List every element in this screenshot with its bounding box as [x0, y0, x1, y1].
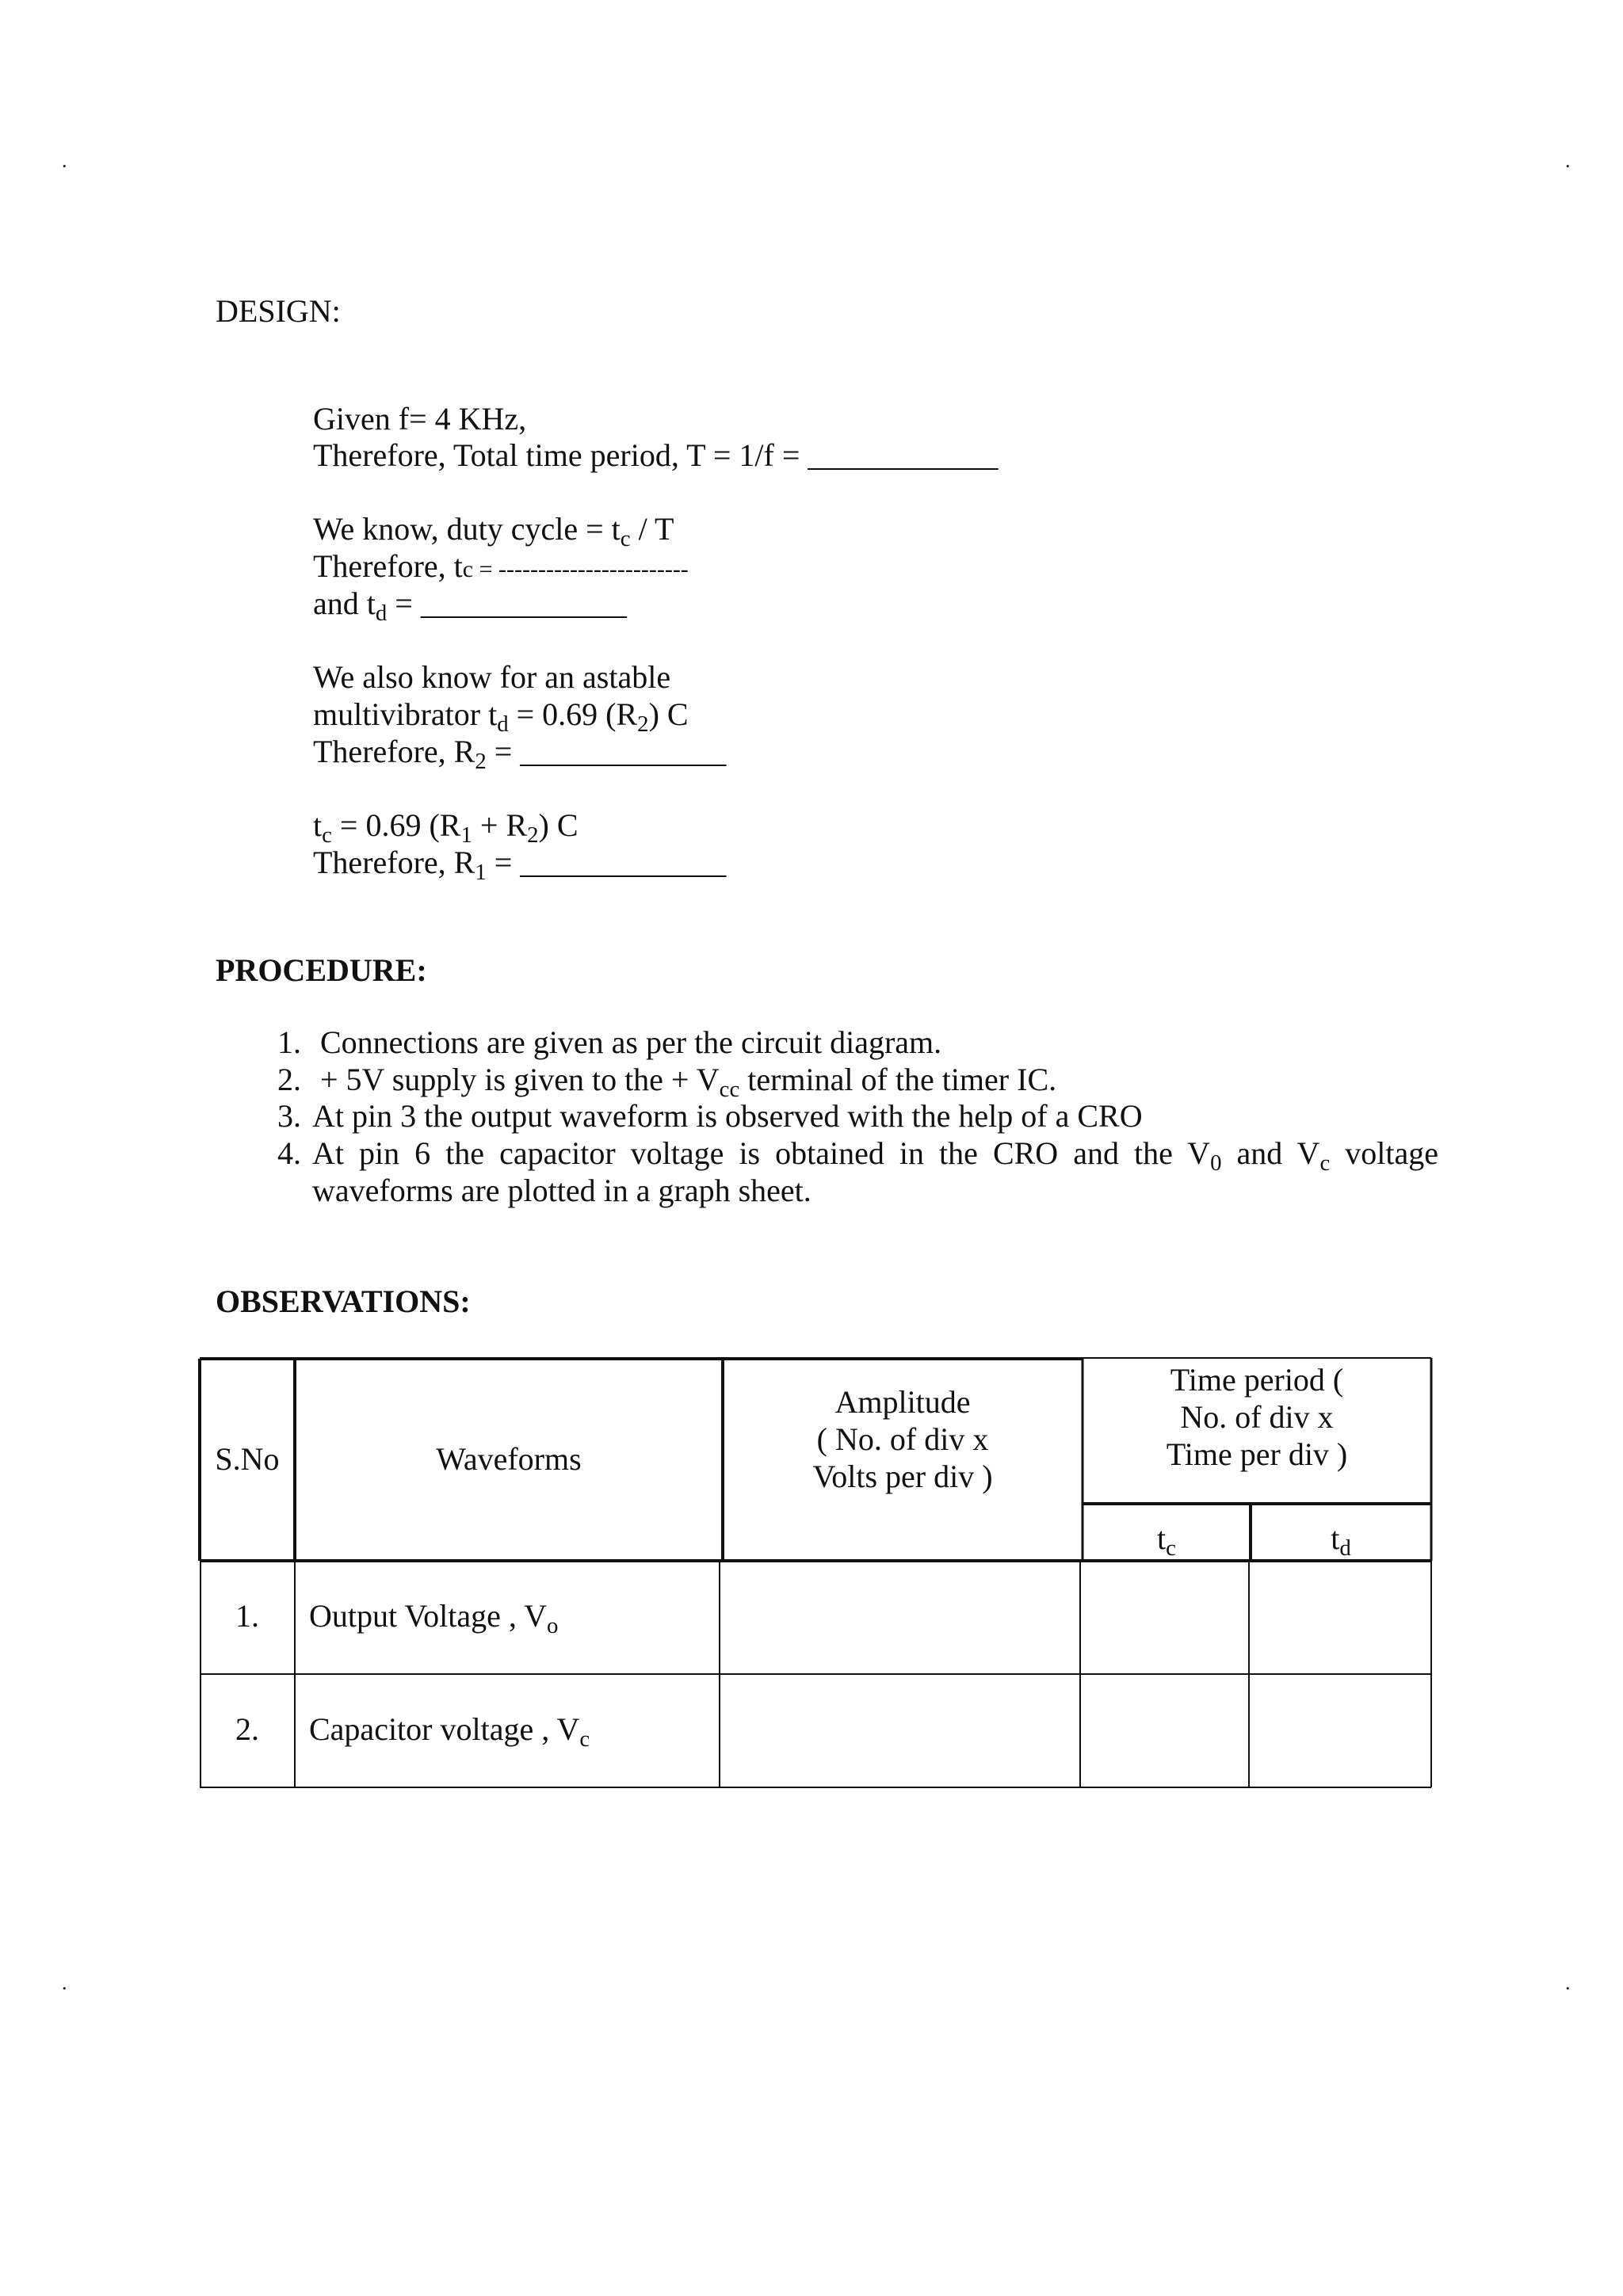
design-tc-result: Therefore, tc = ------------------------: [313, 548, 689, 584]
row-2-label: Capacitor voltage , $V_c$: [309, 1711, 590, 1753]
corner-dot-bottom-right: .: [1565, 1971, 1571, 1994]
procedure-step-4-line2: waveforms are plotted in a graph sheet.: [312, 1173, 812, 1208]
step-number: 1.: [277, 1024, 301, 1060]
step-text: + 5V supply is given to the + $V_{cc}$ terminal of the timer IC.: [320, 1062, 1057, 1103]
design-tc-equation: $t_c = 0.69$ $(R_1 + R_2)$ C: [313, 807, 579, 849]
procedure-heading: PROCEDURE:: [216, 952, 427, 988]
header-amplitude: Amplitude ( No. of div x Volts per div ): [812, 1384, 993, 1495]
corner-dot-top-left: .: [62, 149, 67, 172]
design-also-know: We also know for an astable: [313, 659, 671, 695]
header-sno: S.No: [215, 1441, 280, 1477]
header-waveforms: Waveforms: [436, 1441, 582, 1477]
row-2-sno: 2.: [235, 1711, 259, 1747]
design-r1-result: Therefore, $R_1$ = _____________: [313, 845, 727, 886]
observations-heading: OBSERVATIONS:: [216, 1283, 471, 1319]
row-1-sno: 1.: [235, 1598, 259, 1634]
row-1-label: Output Voltage , $V_o$: [309, 1598, 559, 1639]
header-tc: $t_c$: [1157, 1520, 1176, 1562]
design-given: Given f= 4 KHz,: [313, 401, 527, 437]
step-text: Connections are given as per the circuit diagram.: [320, 1024, 942, 1060]
design-td-result: and $t_d$ = _____________: [313, 585, 627, 627]
header-time-period: Time period ( No. of div x Time per div ): [1166, 1362, 1348, 1473]
step-number: 4.: [277, 1135, 301, 1171]
header-td: $t_d$: [1331, 1520, 1351, 1562]
design-r2-result: Therefore, $R_2$ = _____________: [313, 734, 727, 775]
corner-dot-bottom-left: .: [62, 1971, 67, 1994]
step-text: At pin 6 the capacitor voltage is obtained in the CRO and the $V_0$ and $V_c$ voltage: [312, 1135, 1439, 1177]
step-text: At pin 3 the output waveform is observed with the help of a CRO: [312, 1098, 1143, 1134]
design-heading: DESIGN:: [216, 293, 341, 329]
design-multivibrator-eq: multivibrator $t_d = 0.69$ $(R_2)$ C: [313, 696, 689, 738]
design-total-period: Therefore, Total time period, T = 1/f = ____________: [313, 437, 999, 473]
step-number: 2.: [277, 1062, 301, 1097]
corner-dot-top-right: .: [1565, 149, 1571, 172]
design-duty-cycle: We know, duty cycle = $t_c$ / T: [313, 511, 674, 552]
step-number: 3.: [277, 1098, 301, 1134]
